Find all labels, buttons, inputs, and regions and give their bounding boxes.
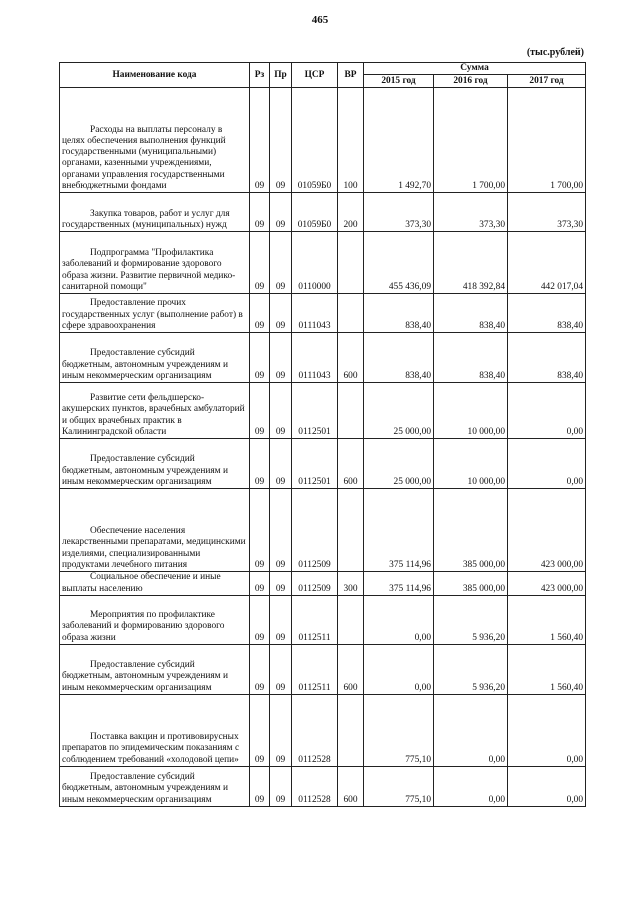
row-2015: 375 114,96 [364,489,434,572]
row-name: Предоставление субсидий бюджетным, автономным учреждениям и иным некоммерческим организациям [60,333,250,383]
row-pr: 09 [270,193,292,232]
row-vr: 300 [338,572,364,596]
row-name: Закупка товаров, работ и услуг для государственных (муниципальных) нужд [60,193,250,232]
row-pr: 09 [270,439,292,489]
row-2016: 418 392,84 [434,232,508,294]
row-vr [338,694,364,766]
row-csr: 0112511 [292,595,338,644]
row-2015: 775,10 [364,694,434,766]
row-csr: 0111043 [292,294,338,333]
row-pr: 09 [270,88,292,193]
table-row [60,232,586,294]
row-rz: 09 [250,644,270,694]
row-pr: 09 [270,383,292,439]
row-2017: 423 000,00 [508,489,586,572]
row-2016: 385 000,00 [434,572,508,596]
page-number: 465 [311,14,329,26]
row-name: Поставка вакцин и противовирусных препаратов по эпидемическим показаниям с соблюдением требований «холодовой цепи» [60,694,250,766]
header-name: Наименование кода [60,63,250,88]
row-2016: 10 000,00 [434,439,508,489]
row-pr: 09 [270,294,292,333]
row-rz: 09 [250,294,270,333]
row-vr: 200 [338,193,364,232]
row-csr: 0112501 [292,383,338,439]
row-2017: 0,00 [508,439,586,489]
row-vr [338,595,364,644]
table-row [60,644,586,694]
row-csr: 0112528 [292,694,338,766]
row-vr: 600 [338,766,364,806]
row-2015: 838,40 [364,333,434,383]
table-row [60,572,586,596]
row-csr: 0112509 [292,572,338,596]
row-pr: 09 [270,644,292,694]
row-2015: 375 114,96 [364,572,434,596]
row-2017: 1 560,40 [508,595,586,644]
row-2017: 838,40 [508,294,586,333]
row-vr [338,489,364,572]
row-rz: 09 [250,489,270,572]
header-2015: 2015 год [364,75,434,88]
table-row [60,333,586,383]
row-name: Расходы на выплаты персоналу в целях обеспечения выполнения функций государственными (муниципальными) органами, казенными учреждениями, органами управления государственными внебюджетными фондами [60,88,250,193]
row-2015: 25 000,00 [364,383,434,439]
row-rz: 09 [250,572,270,596]
row-vr: 100 [338,88,364,193]
row-csr: 0112509 [292,489,338,572]
row-name: Предоставление прочих государственных услуг (выполнение работ) в сфере здравоохранения [60,294,250,333]
header-2016: 2016 год [434,75,508,88]
row-name: Предоставление субсидий бюджетным, автономным учреждениям и иным некоммерческим организациям [60,439,250,489]
row-name: Подпрограмма "Профилактика заболеваний и формирование здорового образа жизни. Развитие первичной медико-санитарной помощи" [60,232,250,294]
row-2017: 0,00 [508,766,586,806]
row-csr: 0112511 [292,644,338,694]
row-2017: 1 560,40 [508,644,586,694]
row-2015: 838,40 [364,294,434,333]
header-rz: Рз [250,63,270,88]
header-sum: Сумма [364,63,586,75]
row-2016: 5 936,20 [434,644,508,694]
header-vr: ВР [338,63,364,88]
row-2015: 373,30 [364,193,434,232]
row-pr: 09 [270,595,292,644]
row-rz: 09 [250,439,270,489]
row-2017: 0,00 [508,694,586,766]
row-rz: 09 [250,333,270,383]
row-csr: 01059Б0 [292,193,338,232]
header-pr: Пр [270,63,292,88]
row-2017: 0,00 [508,383,586,439]
row-2017: 442 017,04 [508,232,586,294]
row-2016: 373,30 [434,193,508,232]
row-csr: 0112528 [292,766,338,806]
row-vr [338,232,364,294]
row-rz: 09 [250,694,270,766]
row-2016: 838,40 [434,294,508,333]
row-2016: 385 000,00 [434,489,508,572]
row-vr: 600 [338,439,364,489]
row-vr [338,294,364,333]
row-csr: 0111043 [292,333,338,383]
row-pr: 09 [270,489,292,572]
header-2017: 2017 год [508,75,586,88]
table-row [60,193,586,232]
row-csr: 0110000 [292,232,338,294]
table-row [60,383,586,439]
table-row [60,439,586,489]
row-pr: 09 [270,333,292,383]
row-name: Обеспечение населения лекарственными препаратами, медицинскими изделиями, специализированными продуктами лечебного питания [60,489,250,572]
row-rz: 09 [250,595,270,644]
row-pr: 09 [270,694,292,766]
row-pr: 09 [270,766,292,806]
row-2015: 775,10 [364,766,434,806]
header-csr: ЦСР [292,63,338,88]
row-name: Развитие сети фельдшерско-акушерских пунктов, врачебных амбулаторий и общих врачебных практик в Калининградской области [60,383,250,439]
table-row [60,595,586,644]
row-2015: 1 492,70 [364,88,434,193]
row-name: Предоставление субсидий бюджетным, автономным учреждениям и иным некоммерческим организациям [60,766,250,806]
row-2015: 0,00 [364,644,434,694]
row-2015: 25 000,00 [364,439,434,489]
row-2016: 10 000,00 [434,383,508,439]
row-2016: 5 936,20 [434,595,508,644]
row-2017: 373,30 [508,193,586,232]
row-vr [338,383,364,439]
row-2016: 838,40 [434,333,508,383]
row-2015: 455 436,09 [364,232,434,294]
table-row [60,294,586,333]
row-name: Предоставление субсидий бюджетным, автономным учреждениям и иным некоммерческим организациям [60,644,250,694]
row-pr: 09 [270,572,292,596]
budget-table [59,62,586,807]
row-name: Мероприятия по профилактике заболеваний и формированию здорового образа жизни [60,595,250,644]
row-vr: 600 [338,333,364,383]
table-row [60,88,586,193]
row-2015: 0,00 [364,595,434,644]
table-row [60,489,586,572]
row-rz: 09 [250,232,270,294]
row-vr: 600 [338,644,364,694]
row-rz: 09 [250,88,270,193]
table-body [60,88,586,807]
row-rz: 09 [250,383,270,439]
row-csr: 0112501 [292,439,338,489]
row-2016: 0,00 [434,694,508,766]
row-rz: 09 [250,766,270,806]
row-name: Социальное обеспечение и иные выплаты населению [60,572,250,596]
row-pr: 09 [270,232,292,294]
row-2017: 1 700,00 [508,88,586,193]
table-row [60,694,586,766]
row-2016: 0,00 [434,766,508,806]
row-2016: 1 700,00 [434,88,508,193]
row-2017: 423 000,00 [508,572,586,596]
row-csr: 01059Б0 [292,88,338,193]
row-2017: 838,40 [508,333,586,383]
row-rz: 09 [250,193,270,232]
units-label: (тыс.рублей) [526,47,584,58]
table-row [60,766,586,806]
